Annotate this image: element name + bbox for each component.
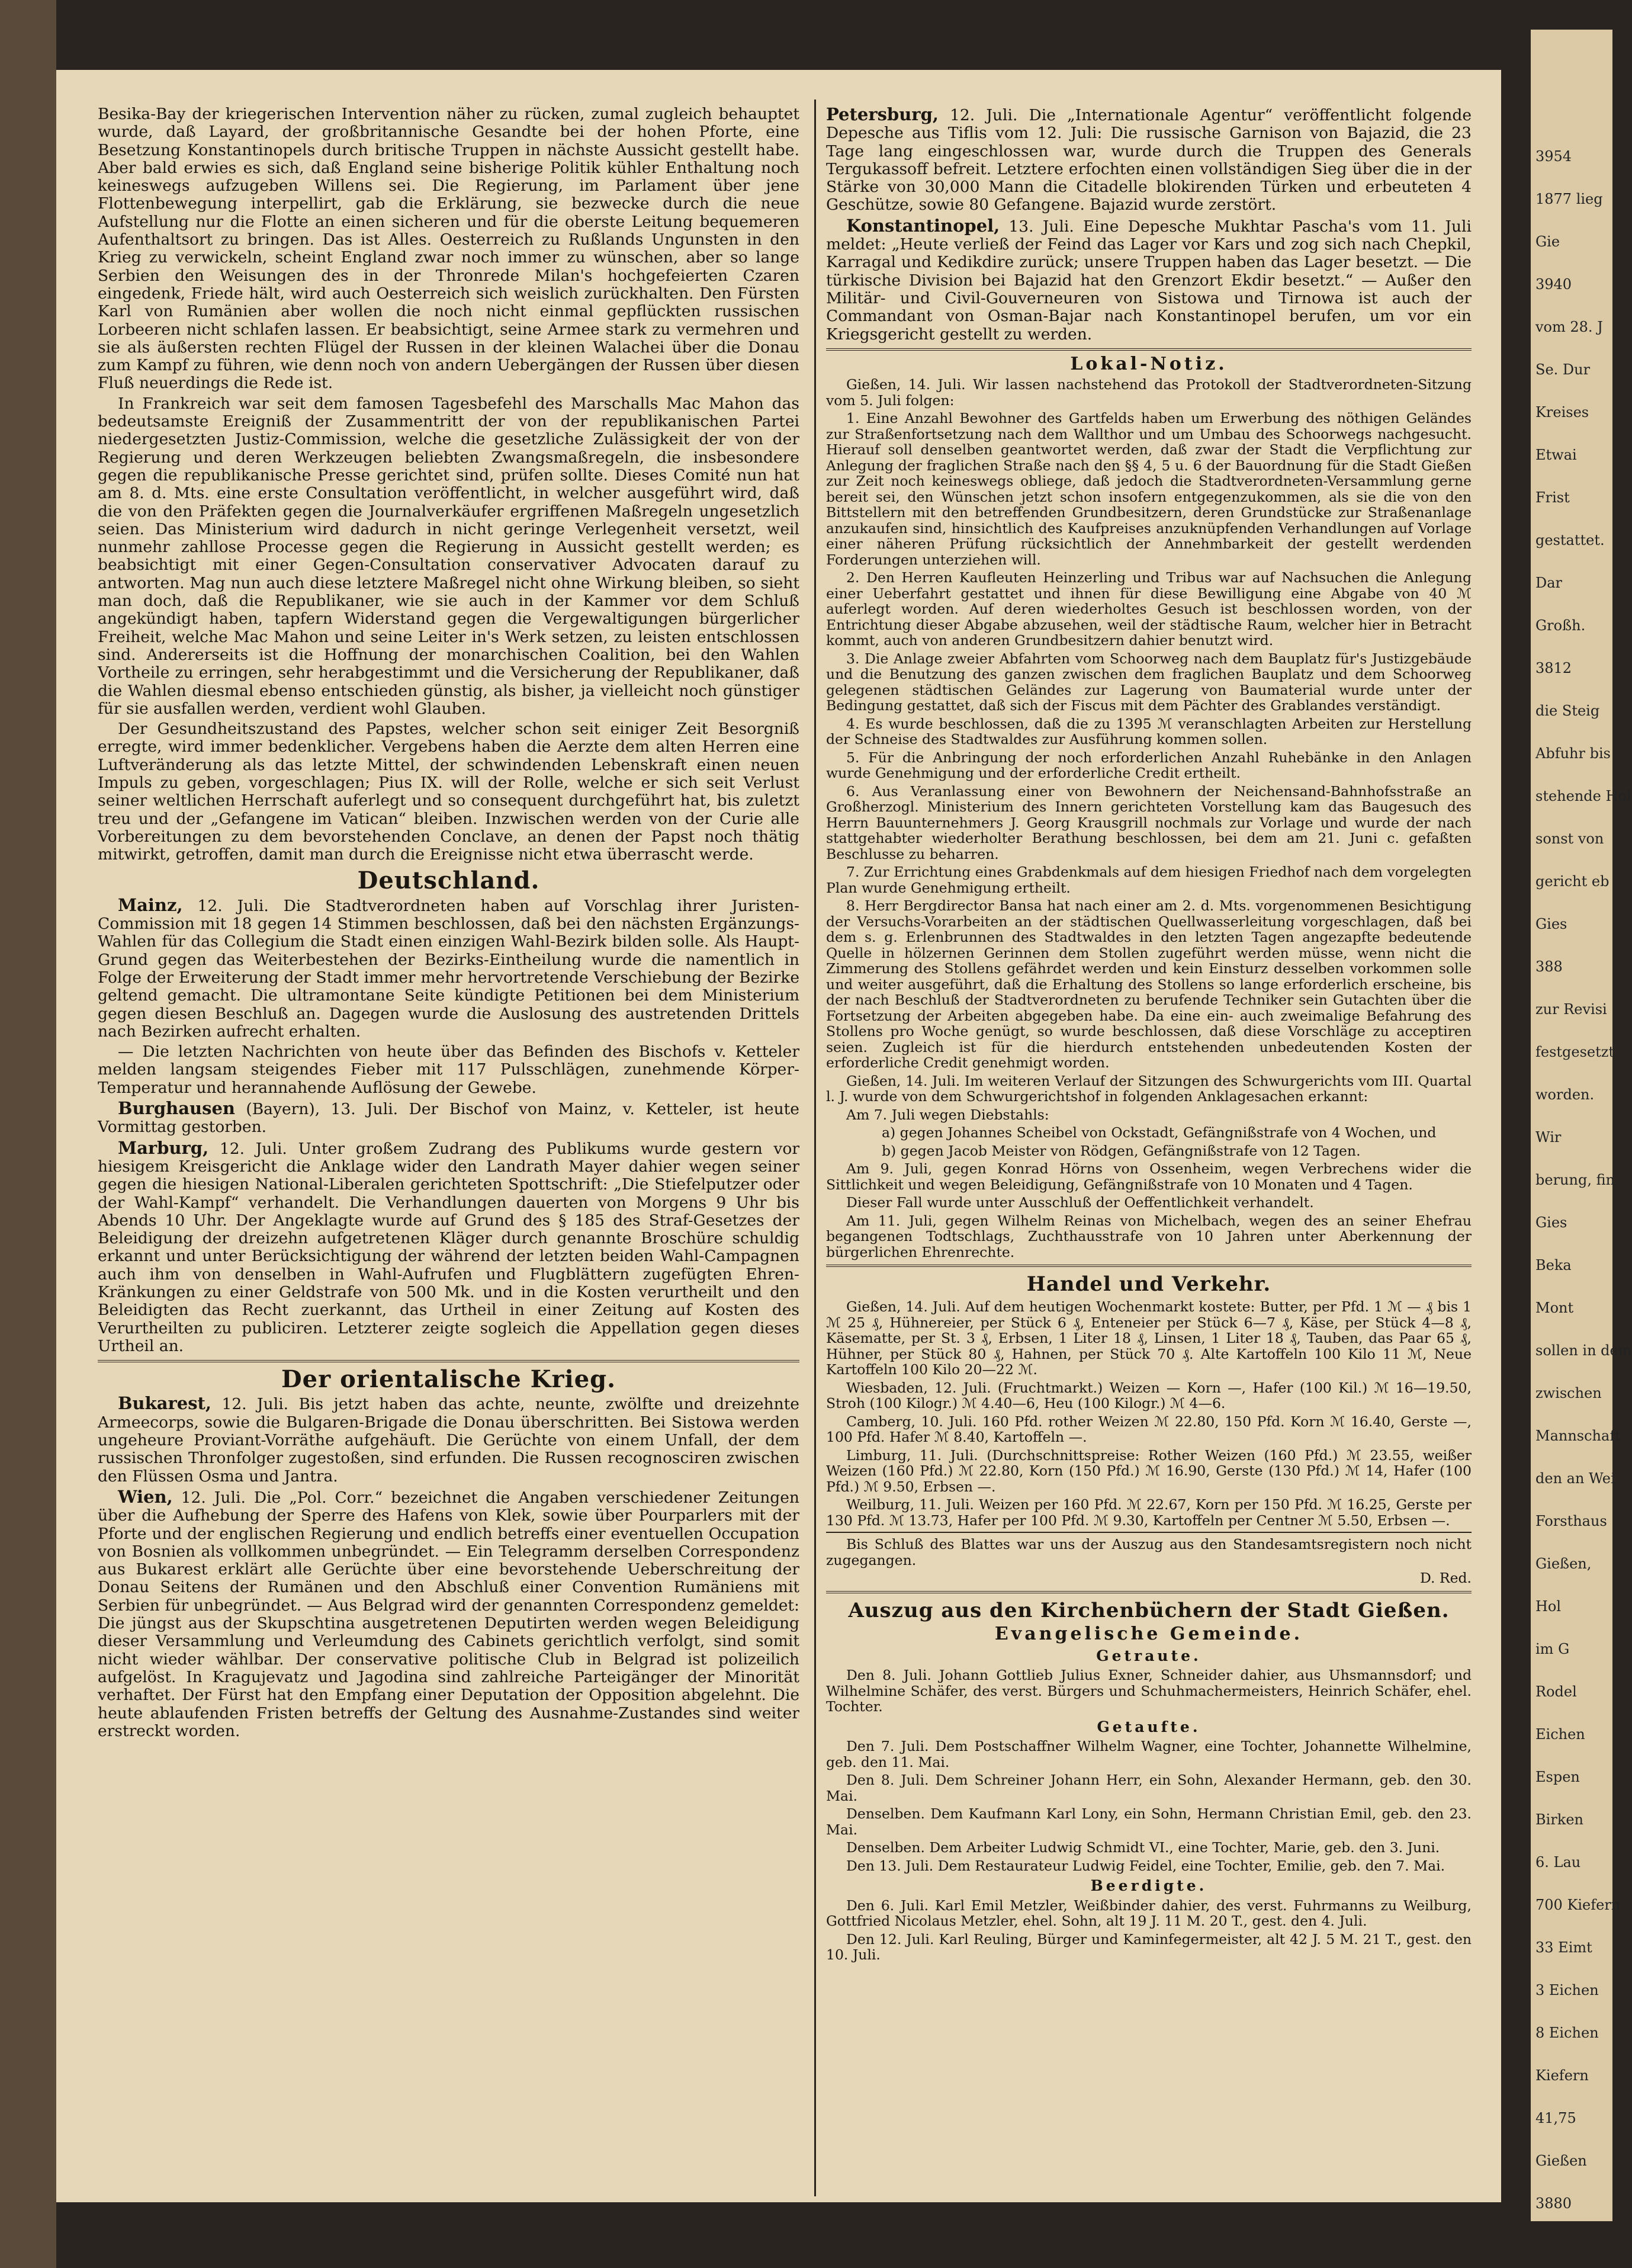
dateline: Petersburg, (826, 104, 939, 124)
section-heading-deutschland: Deutschland. (357, 867, 540, 895)
list-item: 8. Herr Bergdirector Bansa hat nach einer am 2. d. Mts. vorgenommenen Besichtigung der Versuchs-Vorarbeiten an der städtischen Quellwasserleitung vorgeschlagen, daß bei dem s. g. Erlenbrunnen des Stadtwaldes in den letzten Tagen angezapfte bedeutende Quelle in hölzernen Gerinnen dem Stollen zugeführt werden müsse, wenn nicht die Zimmerung des Stollens gefährdet werden und kein Einsturz desselben vorkommen solle und weiter ausgeführt, daß die Erhaltung des Stollens so lange erforderlich erscheine, bis der nach Beschluß der Stadtverordneten zu berufende Techniker sein Gutachten über die Fortsetzung der Arbeiten abgegeben habe. Da eine ein- auch zweimalige Befahrung des Stollens pro Woche genügt, so wurde beschlossen, daß diese Vorschläge zu acceptiren seien. Zugleich ist für die hierdurch entstehenden unbedeutenden Kosten der erforderliche Credit genehmigt worden. (826, 897, 1472, 1072)
edge-text-fragment: 3940 (1535, 276, 1572, 293)
subheading-evang: Evangelische Gemeinde. (994, 1624, 1303, 1645)
market-report: Limburg, 11. Juli. (Durchschnittspreise: Rother Weizen (160 Pfd.) ℳ 23.55, weißer Weizen (160 Pfd.) ℳ 22.80, Korn (150 Pfd.) ℳ 16.90, Gerste (130 Pfd.) ℳ 14, Hafer (100 Pfd.) ℳ 9.50, Erbsen —. (826, 1446, 1472, 1495)
edge-text-fragment: Gies (1535, 916, 1567, 932)
edge-text-fragment: berung, fin (1535, 1172, 1615, 1188)
article-text: 12. Juli. Unter großem Zudrang des Publikums wurde gestern vor hiesigem Kreisgericht die Anklage wider den Landrath Mayer dahier wegen seiner gegen die hiesigen National-Liberalen gerichteten Spottschrift: „Die Stiefelputzer oder der Wahl-Kampf“ verhandelt. Die Verhandlungen dauerten von Morgens 9 Uhr bis Abends 10 Uhr. Der Angeklagte wurde auf Grund des § 185 des Straf-Gesetzes der Beleidigung der dreizehn aufgetretenen Kläger durch genannte Broschüre schuldig erkannt und unter Berücksichtigung der während der letzten beiden Wahl-Campagnen auch ihm von denselben in Wahl-Aufrufen und Flugblättern zugefügten Ehren-Kränkungen zu einer Geldstrafe von 500 Mk. und in die Kosten verurtheilt und den Beleidigten das Recht zuerkannt, das Urtheil in einer Zeitung auf Kosten des Verurtheilten zu publiciren. Letzterer zeigte sogleich die Appellation gegen dieses Urtheil an. (98, 1139, 799, 1355)
editor-note: Bis Schluß des Blattes war uns der Auszug aus den Standesamtsregistern noch nicht zugegangen. (826, 1536, 1472, 1568)
column-rule (814, 100, 816, 2196)
list-item: Am 11. Juli, gegen Wilhelm Reinas von Michelbach, wegen des an seiner Ehefrau begangenen Todtschlags, Zuchthausstrafe von 10 Jahren unter Aberkennung der bürgerlichen Ehrenrechte. (826, 1212, 1472, 1260)
subheading-getaufte: Getaufte. (1097, 1718, 1201, 1736)
edge-text-fragment: Espen (1535, 1769, 1580, 1785)
article-text: 12. Juli. Die „Internationale Agentur“ veröffentlicht folgende Depesche aus Tiflis vom 12. Juli: Die russische Garnison von Bajazid, die 23 Tage lang eingeschlossen war, wurde durch die Truppen des Generals Tergukassoff befreit. Letztere erfochten einen vollständigen Sieg über die in der Stärke von 30,000 Mann die Citadelle blokirenden Türken und erbeuteten 4 Geschütze, sowie 80 Gefangene. Bajazid wurde zerstört. (826, 106, 1472, 214)
dateline: Marburg, (118, 1137, 209, 1158)
section-heading-handel: Handel und Verkehr. (1026, 1272, 1271, 1297)
edge-text-fragment: 700 Kiefern (1535, 1897, 1621, 1913)
edge-text-fragment: Gießen (1535, 2152, 1587, 2169)
edge-text-fragment: sonst von (1535, 830, 1604, 847)
right-column (826, 105, 1472, 1965)
market-report: Wiesbaden, 12. Juli. (Fruchtmarkt.) Weizen — Korn —, Hafer (100 Kil.) ℳ 16—19.50, Stroh (100 Kilogr.) ℳ 4.40—6, Heu (100 Kilogr.) ℳ 4—6. (826, 1379, 1472, 1412)
paragraph: In Frankreich war seit dem famosen Tagesbefehl des Marschalls Mac Mahon das bedeutsamste Ereigniß der Zusammentritt der von der republikanischen Partei niedergesetzten Justiz-Commission, welche die gesetzliche Zulässigkeit der von der Regierung und deren Werkzeugen beliebten Zwangsmaßregeln, die insbesondere gegen die republikanische Presse gerichtet sind, prüfen sollte. Dieses Comité nun hat am 8. d. Mts. eine erste Consultation veröffentlicht, in welcher ausgeführt wird, daß die von den Präfekten gegen die Journalverkäufer ergriffenen Maßregeln ungesetzlich seien. Das Ministerium wird dadurch in nicht geringe Verlegenheit versetzt, weil nunmehr zahllose Processe gegen die Regierung in Aussicht gestellt werden; es beabsichtigt mit einer Gegen-Consultation conservativer Advocaten darauf zu antworten. Mag nun auch diese letztere Maßregel nicht ohne Wirkung bleiben, so sieht man doch, daß die Republikaner, wie sie auch in der Kammer vor dem Schluß angekündigt haben, tapfern Widerstand gegen die Vergewaltigungen bürgerlicher Freiheit, welche Mac Mahon und seine Leiter in's Werk setzen, zu leisten entschlossen sind. Andererseits ist die Hoffnung der monarchischen Coalition, bei den Wahlen Vortheile zu erringen, sehr herabgestimmt und die Versicherung der Republikaner, daß die Wahlen diesmal ebenso entschieden günstig, als bisher, ja vielleicht noch günstiger für sie ausfallen werden, verdient wohl Glauben. (98, 394, 799, 718)
section-divider (826, 1591, 1472, 1593)
dateline: Burghausen (118, 1098, 235, 1119)
subheading-getraute: Getraute. (1096, 1647, 1201, 1664)
edge-text-fragment: die Steig (1535, 702, 1600, 719)
register-entry: Den 13. Juli. Dem Restaurateur Ludwig Feidel, eine Tochter, Emilie, geb. den 7. Mai. (846, 1857, 1445, 1874)
list-item: 6. Aus Veranlassung einer von Bewohnern der Neichensand-Bahnhofsstraße an Großherzogl. Ministerium des Innern gerichteten Vorstellung kam das Baugesuch des Herrn Bauunternehmers J. Georg Krausgrill nochmals zur Vorlage und wurde der nach stattgehabter wiederholter Berathung beschlossen, bei dem am 21. Juni c. gefaßten Beschlusse zu beharren. (826, 782, 1472, 862)
paragraph: Gießen, 14. Juli. Wir lassen nachstehend das Protokoll der Stadtverordneten-Sitzung vom 5. Juli folgen: (826, 376, 1472, 409)
edge-text-fragment: Se. Dur (1535, 361, 1591, 378)
edge-text-fragment: Großh. (1535, 617, 1586, 634)
editor-signature: D. Red. (1419, 1570, 1472, 1587)
edge-text-fragment: Mannschaft (1535, 1427, 1621, 1444)
section-heading-lokal: Lokal-Notiz. (1070, 353, 1228, 374)
list-item: 4. Es wurde beschlossen, daß die zu 1395 ℳ veranschlagten Arbeiten zur Herstellung der Schneise des Stadtwaldes zur Ausführung kommen sollen. (826, 715, 1472, 748)
edge-text-fragment: zwischen (1535, 1385, 1602, 1401)
edge-text-fragment: Beka (1535, 1257, 1572, 1273)
edge-text-fragment: 388 (1535, 958, 1563, 975)
edge-text-fragment: Hol (1535, 1598, 1562, 1615)
market-report: Camberg, 10. Juli. 160 Pfd. rother Weizen ℳ 22.80, 150 Pfd. Korn ℳ 16.40, Gerste —, 100 Pfd. Hafer ℳ 8.40, Kartoffeln —. (826, 1413, 1472, 1446)
list-item: a) gegen Johannes Scheibel von Ockstadt, Gefängnißstrafe von 4 Wochen, und (882, 1124, 1437, 1141)
edge-text-fragment: 1877 lieg (1535, 191, 1603, 207)
edge-text-fragment: Birken (1535, 1811, 1583, 1828)
list-item: Am 7. Juli wegen Diebstahls: (846, 1106, 1049, 1123)
list-item: Dieser Fall wurde unter Ausschluß der Oeffentlichkeit verhandelt. (846, 1194, 1314, 1211)
edge-text-fragment: Etwai (1535, 447, 1577, 463)
dateline: Bukarest, (118, 1393, 212, 1414)
edge-text-fragment: 8 Eichen (1535, 2025, 1599, 2041)
edge-text-fragment: 41,75 (1535, 2110, 1576, 2126)
edge-text-fragment: 3 Eichen (1535, 1982, 1599, 1998)
register-entry: Denselben. Dem Kaufmann Karl Lony, ein Sohn, Hermann Christian Emil, geb. den 23. Mai. (826, 1805, 1472, 1838)
edge-text-fragment: Frist (1535, 489, 1570, 506)
list-item: 5. Für die Anbringung der noch erforderlichen Anzahl Ruhebänke in den Anlagen wurde Genehmigung und der erforderliche Credit ertheilt. (826, 749, 1472, 782)
edge-text-fragment: gericht eb (1535, 873, 1609, 890)
edge-text-fragment: 3812 (1535, 660, 1572, 676)
register-entry: Den 7. Juli. Dem Postschaffner Wilhelm Wagner, eine Tochter, Johannette Wilhelmine, geb. den 11. Mai. (826, 1738, 1472, 1770)
article-text: 12. Juli. Die „Pol. Corr.“ bezeichnet die Angaben verschiedener Zeitungen über die Aufhebung der Sperre des Hafens von Klek, sowie über Pourparlers mit der Pforte und der englischen Regierung und endlich betreffs einer eventuellen Occupation von Bosnien als vollkommen unbegründet. — Ein Telegramm derselben Correspondenz aus Bukarest erklärt alle Gerüchte über eine bevorstehende Ueberschreitung der Donau Seitens der Rumänen und den Abschluß einer Convention Rumäniens mit Serbien für unbegründet. — Aus Belgrad wird der genannten Correspondenz gemeldet: Die jüngst aus der Skupschtina ausgetretenen Deputirten werden wegen Beleidigung dieser Versammlung und Verleumdung des Cabinets gerichtlich verfolgt, sind somit nicht wieder wählbar. Der conservative politische Club in Belgrad ist polizeilich aufgelöst. In Kragujevatz und Jagodina sind zahlreiche Parteigänger der Minorität verhaftet. Der Fürst hat den Empfang einer Deputation der Opposition abgelehnt. Die heute ablaufenden Fristen betreffs der Geltung des Ausnahme-Zustandes sind weiter erstreckt worden. (98, 1488, 799, 1740)
edge-text-fragment: vom 28. J (1535, 319, 1603, 335)
list-item: Am 9. Juli, gegen Konrad Hörns von Ossenheim, wegen Verbrechens wider die Sittlichkeit und wegen Beleidigung, Gefängnißstrafe von 10 Monaten und 4 Tagen. (826, 1160, 1472, 1193)
market-report: Weilburg, 11. Juli. Weizen per 160 Pfd. ℳ 22.67, Korn per 150 Pfd. ℳ 16.25, Gerste per 130 Pfd. ℳ 13.73, Hafer per 100 Pfd. ℳ 9.30, Kartoffeln per Centner ℳ 5.50, Erbsen —. (826, 1496, 1472, 1529)
adjacent-page-left-edge (0, 0, 56, 2268)
edge-text-fragment: gestattet. (1535, 532, 1605, 548)
edge-text-fragment: Dar (1535, 575, 1563, 591)
edge-text-fragment: Eichen (1535, 1726, 1585, 1743)
edge-text-fragment: stehende Hol (1535, 788, 1631, 804)
register-entry: Den 6. Juli. Karl Emil Metzler, Weißbinder dahier, des verst. Fuhrmanns zu Weilburg, Gottfried Nicolaus Metzler, ehel. Sohn, alt 19 J. 11 M. 20 T., gest. den 4. Juli. (826, 1897, 1472, 1930)
list-item: 7. Zur Errichtung eines Grabdenkmals auf dem hiesigen Friedhof nach dem vorgelegten Plan wurde Genehmigung ertheilt. (826, 864, 1472, 896)
edge-text-fragment: den an Wei (1535, 1470, 1615, 1487)
edge-text-fragment: 3954 (1535, 148, 1572, 165)
register-entry: Den 8. Juli. Johann Gottlieb Julius Exner, Schneider dahier, aus Uhsmannsdorf; und Wilhelmine Schäfer, des verst. Bürgers und Schuhmachermeisters, Heinrich Schäfer, ehel. Tochter. (826, 1667, 1472, 1715)
edge-text-fragment: Wir (1535, 1129, 1562, 1146)
paragraph: Der Gesundheitszustand des Papstes, welcher schon seit einiger Zeit Besorgniß erregte, wird immer bedenklicher. Vergebens haben die Aerzte dem alten Herren eine Luftveränderung als das letzte Mittel, der schwindenden Lebenskraft einen neuen Impuls zu geben, vorgeschlagen; Pius IX. will der Rolle, welche er sich seit Verlust seiner weltlichen Herrschaft auferlegt und so consequent durchgeführt hat, bis zuletzt treu und der „Gefangene im Vatican“ bleiben. Inzwischen werden von der Curie alle Vorbereitungen zu dem bevorstehenden Conclave, an denen der Papst noch thätig mitwirkt, getroffen, damit man durch die Ereignisse nicht etwa überrascht werde. (98, 720, 799, 864)
edge-text-fragment: Gies (1535, 1214, 1567, 1231)
edge-text-fragment: Mont (1535, 1300, 1574, 1316)
article-text: 13. Juli. Eine Depesche Mukhtar Pascha's vom 11. Juli meldet: „Heute verließ der Feind das Lager vor Kars und zog sich nach Chepkil, Karragal und Kedikdire zurück; unsere Truppen haben das Lager besetzt. — Die türkische Division bei Bajazid hat den Grenzort Ekdir besetzt.“ — Außer den Militär- und Civil-Gouverneuren von Sistowa und Tirnowa ist auch der Commandant von Osman-Bajar nach Konstantinopel berufen, um vor ein Kriegsgericht gestellt zu werden. (826, 217, 1472, 344)
section-divider (826, 1265, 1472, 1267)
edge-text-fragment: festgesetzt (1535, 1044, 1615, 1060)
section-heading-kirche: Auszug aus den Kirchenbüchern der Stadt Gießen. (848, 1598, 1450, 1622)
section-divider (826, 348, 1472, 351)
edge-text-fragment: Rodel (1535, 1683, 1577, 1700)
dateline: Wien, (118, 1486, 173, 1507)
register-entry: Denselben. Dem Arbeiter Ludwig Schmidt VI., eine Tochter, Marie, geb. den 3. Juni. (846, 1839, 1440, 1856)
edge-text-fragment: Gie (1535, 233, 1560, 250)
left-column (98, 105, 799, 1743)
edge-text-fragment: sollen in dem (1535, 1342, 1632, 1359)
subheading-beerdigte: Beerdigte. (1090, 1877, 1207, 1895)
edge-text-fragment: zur Revisi (1535, 1001, 1607, 1018)
list-item: b) gegen Jacob Meister von Rödgen, Gefängnißstrafe von 12 Tagen. (882, 1142, 1361, 1159)
list-item: 2. Den Herren Kaufleuten Heinzerling und Tribus war auf Nachsuchen die Anlegung einer Ueberfahrt gestattet und ihnen für diese Bewilligung eine Abgabe von 40 ℳ auferlegt worden. Auf deren wiederholtes Gesuch ist beschlossen worden, von der Entrichtung dieser Abgabe abzusehen, weil der städtische Raum, welcher hier in Betracht kommt, auch von anderen Grundbesitzern dahier benutzt wird. (826, 569, 1472, 649)
section-heading-krieg: Der orientalische Krieg. (281, 1365, 616, 1394)
edge-text-fragment: Kiefern (1535, 2067, 1589, 2084)
edge-text-fragment: 6. Lau (1535, 1854, 1581, 1871)
article-text: (Bayern), 13. Juli. Der Bischof von Mainz, v. Ketteler, ist heute Vormittag gestorben. (98, 1100, 799, 1137)
edge-text-fragment: Abfuhr bis (1535, 745, 1611, 762)
edge-text-fragment: worden. (1535, 1086, 1595, 1103)
edge-text-fragment: Kreises (1535, 404, 1589, 421)
market-report: Gießen, 14. Juli. Auf dem heutigen Wochenmarkt kostete: Butter, per Pfd. 1 ℳ — ₰ bis 1 ℳ 25 ₰, Hühnereier, per Stück 6 ₰, Enteneier per Stück 6—7 ₰, Käse, per Stück 4—8 ₰, Käsematte, per St. 3 ₰, Erbsen, 1 Liter 18 ₰, Linsen, 1 Liter 18 ₰, Tauben, das Paar 65 ₰, Hühner, per Stück 80 ₰, Hahnen, per Stück 70 ₰. Alte Kartoffeln 100 Kilo 11 ℳ, Neue Kartoffeln 100 Kilo 20—22 ℳ. (826, 1298, 1472, 1378)
edge-text-fragment: 33 Eimt (1535, 1939, 1592, 1956)
dateline: Mainz, (118, 894, 183, 915)
dateline: Konstantinopel, (846, 215, 1000, 236)
register-entry: Den 8. Juli. Dem Schreiner Johann Herr, ein Sohn, Alexander Hermann, geb. den 30. Mai. (826, 1772, 1472, 1804)
article-text: 12. Juli. Die Stadtverordneten haben auf Vorschlag ihrer Juristen-Commission mit 18 gegen 14 Stimmen beschlossen, daß bei den nächsten Ergänzungs-Wahlen für das Collegium die Stadt einen einzigen Wahl-Bezirk bilden solle. Als Haupt-Grund gegen das Weiterbestehen der Bezirks-Eintheilung wurde die namentlich in Folge der Erweiterung der Stadt immer mehr hervortretende Verschiebung der Bezirke geltend gemacht. Die ultramontane Seite kündigte Petitionen bei dem Ministerium gegen diesen Beschluß an. Dagegen wurde die Auslosung des austretenden Drittels nach Bezirken aufrecht erhalten. (98, 896, 799, 1041)
list-item: 3. Die Anlage zweier Abfahrten vom Schoorweg nach dem Bauplatz für's Justizgebäude und die Benutzung des ganzen zwischen dem fraglichen Bauplatz und dem Schoorweg gelegenen städtischen Geländes zur Lagerung von Baumaterial wurde unter der Bedingung gestattet, daß sich der Fiscus mit dem Pächter des Grablandes verständigt. (826, 650, 1472, 714)
register-entry: Den 12. Juli. Karl Reuling, Bürger und Kaminfegermeister, alt 42 J. 5 M. 21 T., gest. den 10. Juli. (826, 1930, 1472, 1964)
paragraph: — Die letzten Nachrichten von heute über das Befinden des Bischofs v. Ketteler melden langsam steigendes Fieber mit 117 Pulsschlägen, zunehmende Körper-Temperatur und herannahende Auflösung der Gewebe. (98, 1042, 799, 1097)
section-divider (98, 1360, 799, 1362)
edge-text-fragment: 3880 (1535, 2195, 1572, 2212)
adjacent-page-right-edge (1531, 30, 1632, 2221)
article-text: 12. Juli. Bis jetzt haben das achte, neunte, zwölfte und dreizehnte Armeecorps, sowie die Bulgaren-Brigade die Donau überschritten. Bei Sistowa werden ungeheure Proviant-Vorräthe aufgehäuft. Die Gerüchte von einem Unfall, der dem russischen Thronfolger zugestoßen, sind erfunden. Die Russen recognosciren zwischen den Flüssen Osma und Jantra. (98, 1395, 799, 1486)
divider (826, 1532, 1472, 1533)
paragraph: Gießen, 14. Juli. Im weiteren Verlauf der Sitzungen des Schwurgerichts vom III. Quartal l. J. wurde von dem Schwurgerichtshof in folgenden Anklagesachen erkannt: (826, 1072, 1472, 1105)
newspaper-page (56, 70, 1501, 2202)
paragraph: Besika-Bay der kriegerischen Intervention näher zu rücken, zumal zugleich behauptet wurde, daß Layard, der großbritannische Gesandte bei der hohen Pforte, eine Besetzung Konstantinopels durch britische Truppen in nächste Aussicht gestellt habe. Aber bald erwies es sich, daß England seine bisherige Politik kühler Enthaltung noch keineswegs aufzugeben Willens sei. Die Regierung, im Parlament über jene Flottenbewegung interpellirt, gab die Erklärung, sie bezwecke durch die neue Aufstellung nur die Flotte an einen sicheren und für die oberste Leitung bequemeren Aufenthaltsort zu bringen. Das ist Alles. Oesterreich zu Rußlands Ungunsten in den Krieg zu verwickeln, scheint England zwar noch immer zu wünschen, aber so lange Serbien den Weisungen des in der Thronrede Milan's hochgefeierten Czaren eingedenk, Friede hält, wird auch Oesterreich sich weislich zurückhalten. Den Fürsten Karl von Rumänien aber wollen die noch nicht einmal gepflückten russischen Lorbeeren nicht schlafen lassen. Er beabsichtigt, seine Armee stark zu vermehren und sie als äußersten rechten Flügel der Russen in der kleinen Walachei über die Donau zum Kampf zu führen, wie denn noch von andern Uebergängen der Russen über diesen Fluß neuerdings die Rede ist. (98, 105, 799, 393)
edge-text-fragment: im G (1535, 1641, 1570, 1657)
list-item: 1. Eine Anzahl Bewohner des Gartfelds haben um Erwerbung des nöthigen Geländes zur Straßenfortsetzung nach dem Wallthor und um Umbau des Schoorwegs nachgesucht. Hierauf soll denselben geantwortet werden, daß zwar der Stadt die Verpflichtung zur Anlegung der fraglichen Straße nach den §§ 4, 5 u. 6 der Bauordnung für die Stadt Gießen zur Zeit noch keineswegs obliege, daß jedoch die Stadtverordneten-Versammlung gerne bereit sei, den Wünschen jetzt schon insofern entgegenzukommen, als sie die von den Bittstellern mit den betreffenden Grundbesitzern, deren Grundstücke zur Straßenanlage anzukaufen sind, hinsichtlich des Kaufpreises anzuknüpfenden Verhandlungen auf Vorlage einer näheren Prüfung rücksichtlich der Annehmbarkeit der gestellt werdenden Forderungen unterziehen will. (826, 410, 1472, 568)
edge-text-fragment: Gießen, (1535, 1555, 1592, 1572)
edge-text-fragment: Forsthaus (1535, 1513, 1607, 1529)
